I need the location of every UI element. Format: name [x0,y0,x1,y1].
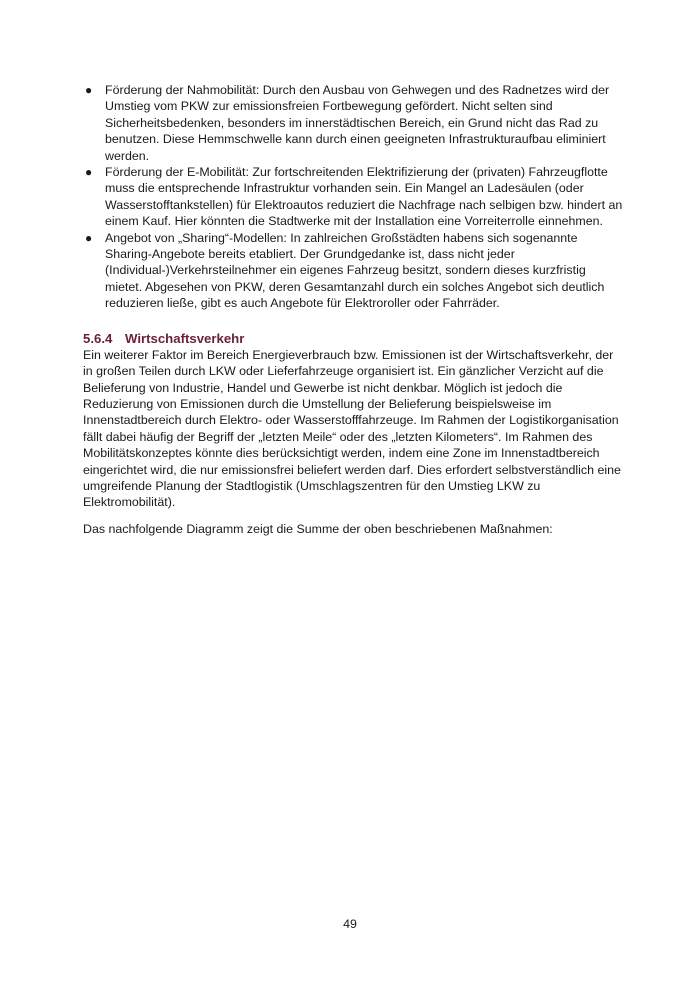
bullet-icon: ● [85,230,93,245]
bullet-icon: ● [85,83,93,97]
section-paragraph: Ein weiterer Faktor im Bereich Energieverbrauch bzw. Emissionen ist der Wirtschaftsverkehr, der in großen Teilen durch LKW oder Lieferfahrzeuge organisiert ist. Ein gänzlicher Verzicht auf die Belieferung von Industrie, Handel und Gewerbe ist nicht denkbar. Möglich ist jedoch die Reduzierung von Emissionen durch die Umstellung der Belieferung beispielsweise im Innenstadtbereich durch Elektro- oder Wasserstofffahrzeuge. Im Rahmen der Logistikorganisation fällt dabei häufig der Begriff der „letzten Meile“ oder des „letzten Kilometers“. Im Rahmen des Mobilitätskonzeptes könnte dies berücksichtigt werden, indem eine Zone im Innenstadtbereich eingerichtet wird, die nur emissionsfrei beliefert werden darf. Dies erfordert selbstverständlich eine umgreifende Planung der Stadtlogistik (Umschlagszentren für den Umstieg LKW zu Elektromobilität). [83,347,621,510]
bullet-icon: ● [85,165,93,180]
list-item [83,82,623,164]
section-heading [83,330,623,347]
page-content [83,82,623,537]
section-number: 5.6.4 [83,330,113,346]
list-item-text: Förderung der Nahmobilität: Durch den Ausbau von Gehwegen und des Radnetzes wird der Umstieg vom PKW zur emissionsfreien Fortbewegung gefördert. Nicht selten sind Sicherheitsbedenken, besonders im innerstädtischen Bereich, ein Grund nicht das Rad zu benutzen. Diese Hemmschwelle kann durch einen geeigneten Infrastrukturaufbau eliminiert werden. [105,83,610,163]
list-item [83,164,623,230]
list-item [83,230,623,312]
diagram-intro-paragraph: Das nachfolgende Diagramm zeigt die Summe der oben beschriebenen Maßnahmen: [83,521,553,536]
page-number: 49 [343,917,357,931]
list-item-text: Angebot von „Sharing“-Modellen: In zahlreichen Großstädten habens sich sogenannte Sharing-Angebote bereits etabliert. Der Grundgedanke ist, dass nicht jeder (Individual-)Verkehrsteilnehmer ein eigenes Fahrzeug besitzt, sondern dieses kurzfristig mietet. Abgesehen von PKW, deren Gesamtanzahl durch ein solches Angebot sich deutlich reduzieren ließe, gibt es auch Angebote für Elektroroller oder Fahrräder. [105,230,605,311]
list-item-text: Förderung der E-Mobilität: Zur fortschreitenden Elektrifizierung der (privaten) Fahrzeugflotte muss die entsprechende Infrastruktur vorhanden sein. Ein Mangel an Ladesäulen (oder Wasserstofftankstellen) für Elektroautos reduziert die Nachfrage nach selbigen bzw. hindert an einem Kauf. Hier könnten die Stadtwerke mit der Installation eine Vorreiterrolle einnehmen. [105,165,623,229]
section-title: Wirtschaftsverkehr [125,330,245,346]
measures-bullet-list [83,82,623,312]
